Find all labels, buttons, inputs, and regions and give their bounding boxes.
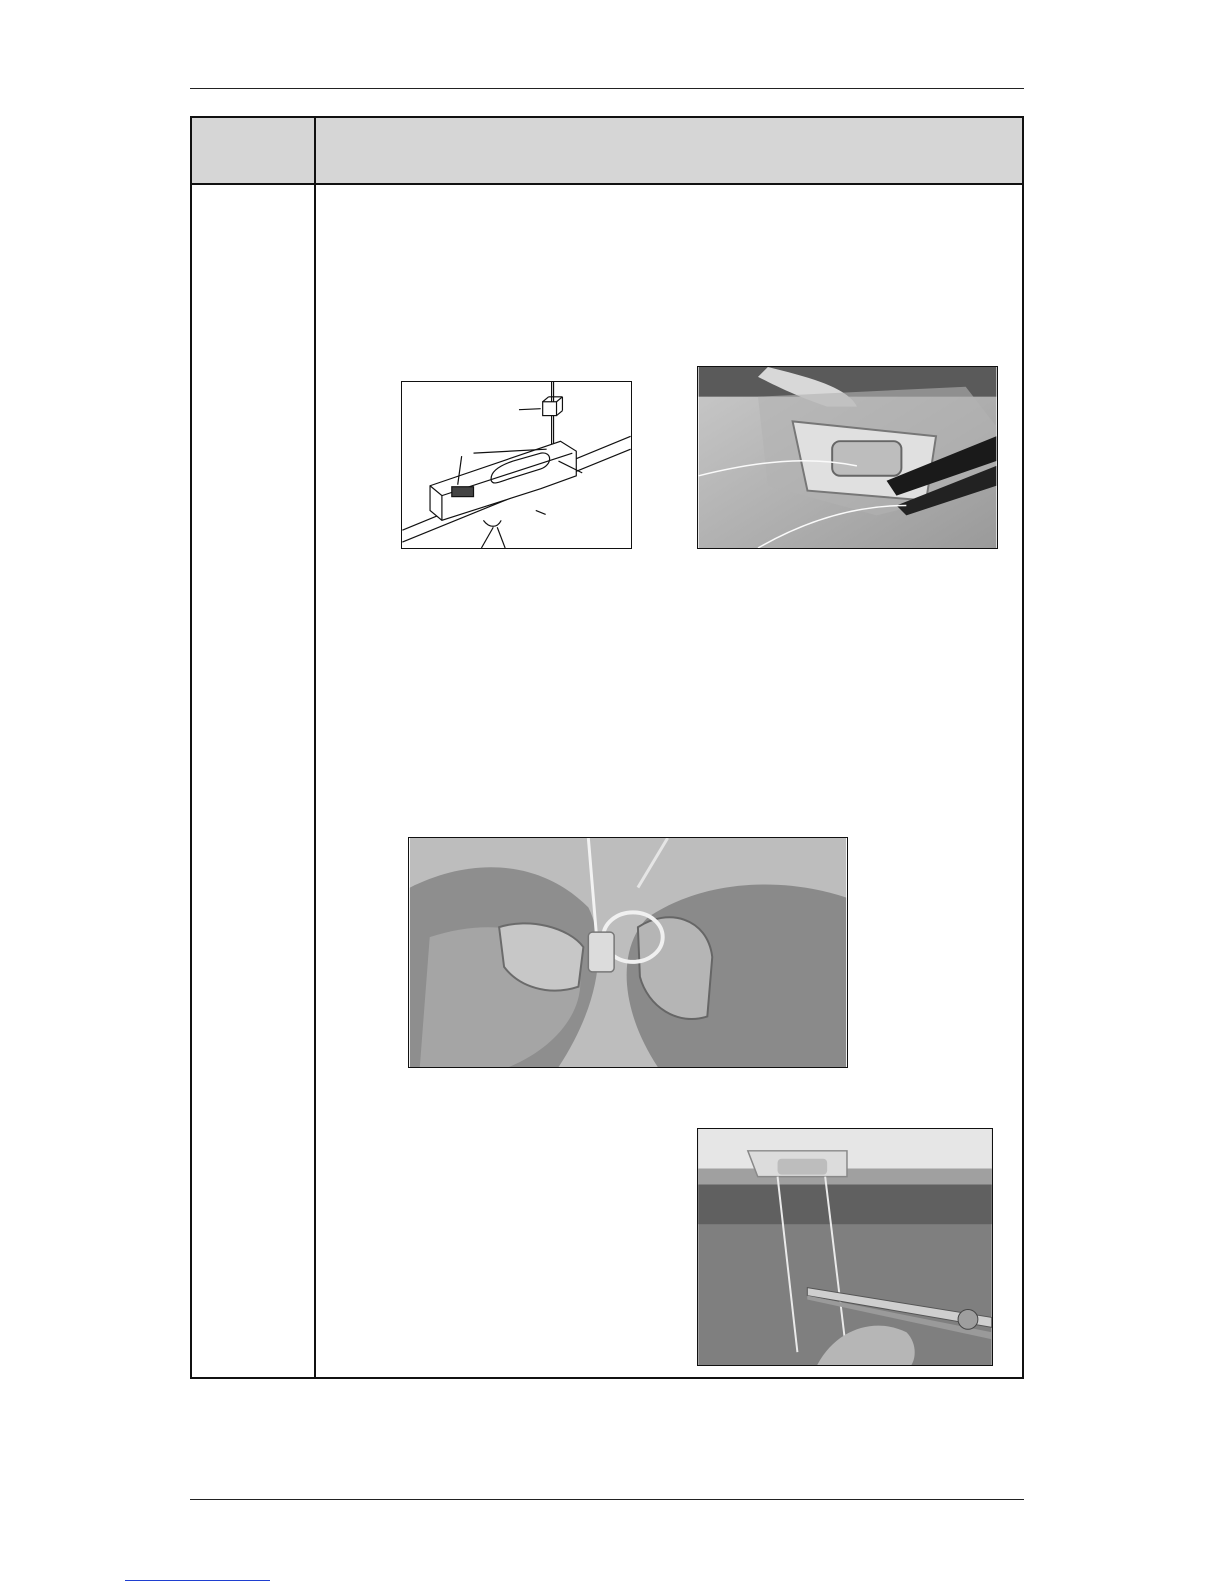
bottom-rule [190,1499,1024,1500]
scissors-cut-photo [697,1128,993,1366]
pliers-photo-art [698,367,997,548]
top-rule [190,88,1024,89]
column-divider [314,116,316,1379]
cord-lock-diagram [401,381,632,549]
footer-link-underline[interactable] [125,1580,270,1581]
header-divider [190,183,1024,185]
cord-lock-diagram-art [402,382,631,548]
pliers-photo [697,366,998,549]
hands-knot-photo [408,837,848,1068]
hands-knot-photo-art [409,838,847,1067]
scissors-cut-photo-art [698,1129,992,1365]
